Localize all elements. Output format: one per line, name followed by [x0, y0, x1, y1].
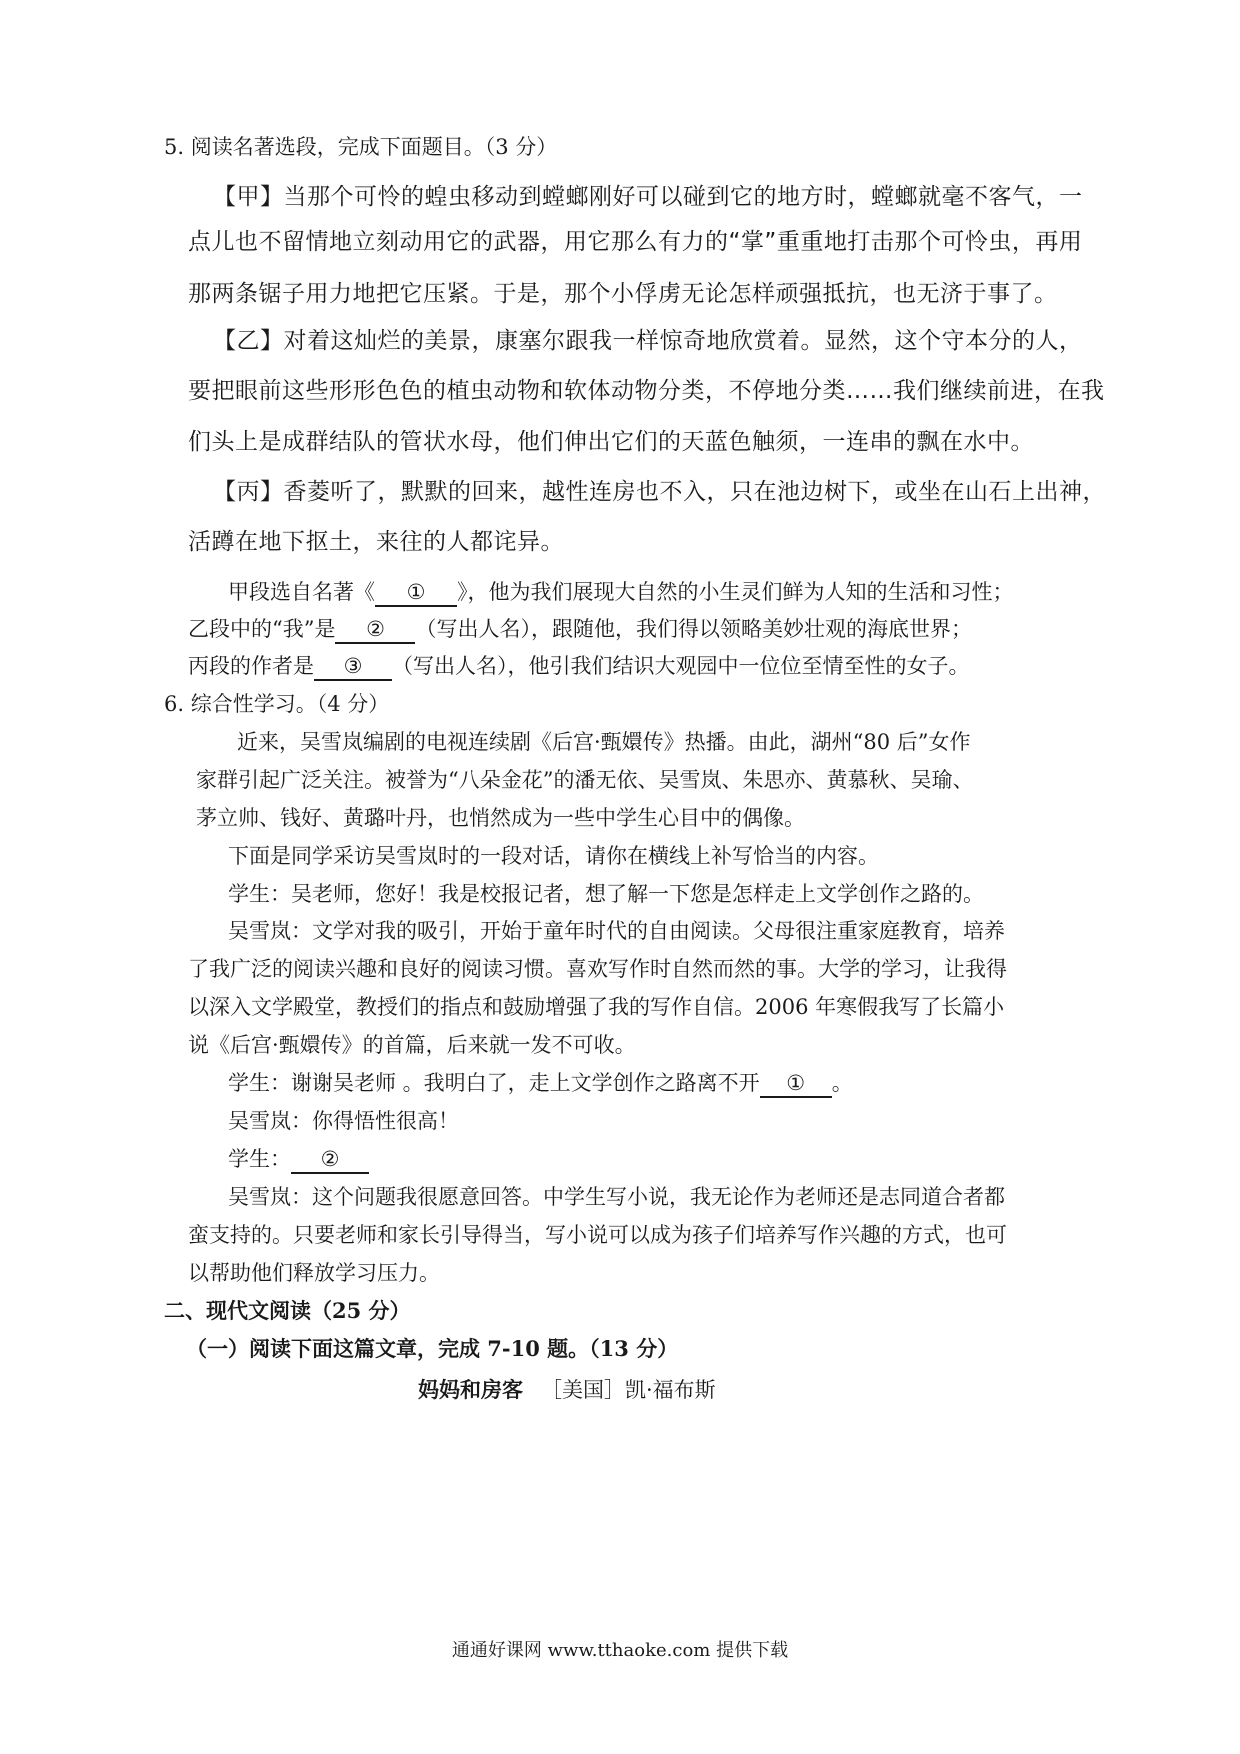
q5-yi-line-1: 【乙】对着这灿烂的美景，康塞尔跟我一样惊奇地欣赏着。显然，这个守本分的人， [213, 328, 1083, 354]
q5-jia-line-3: 那两条锯子用力地把它压紧。于是，那个小俘虏无论怎样顽强抵抗，也无济于事了。 [188, 281, 1058, 307]
q6-wu-answer-3-line-1: 吴雪岚：这个问题我很愿意回答。中学生写小说，我无论作为老师还是志同道合者都 [228, 1185, 1005, 1209]
q5-fill-line-3 [188, 651, 970, 681]
q5-yi-line-2: 要把眼前这些形形色色的植虫动物和软体动物分类，不停地分类……我们继续前进，在我 [188, 378, 1105, 404]
article-title: 妈妈和房客 [418, 1377, 523, 1402]
q6-student-line-2 [228, 1068, 853, 1098]
q6-instruction: 下面是同学采访吴雪岚时的一段对话，请你在横线上补写恰当的内容。 [228, 844, 879, 868]
q5-bing-line-2: 活蹲在地下抠土，来往的人都诧异。 [188, 529, 564, 555]
q6-student2-prefix: 学生：谢谢吴老师 。我明白了，走上文学创作之路离不开 [228, 1071, 760, 1095]
q5-answer-blank-1[interactable]: ① [375, 579, 457, 607]
page-footer: 通通好课网 www.tthaoke.com 提供下载 [451, 1640, 789, 1661]
q6-wu-answer-1-line-4: 说《后宫·甄嬛传》的首篇，后来就一发不可收。 [188, 1033, 636, 1057]
section2-title: 二、现代文阅读（25 分） [164, 1298, 411, 1323]
q5-fill1-suffix: 》，他为我们展现大自然的小生灵们鲜为人知的生活和习性； [457, 580, 1014, 604]
q5-fill2-suffix: （写出人名），跟随他，我们得以领略美妙壮观的海底世界； [415, 617, 972, 641]
q5-bing-line-1: 【丙】香菱听了，默默的回来，越性连房也不入，只在池边树下，或坐在山石上出神， [213, 479, 1106, 505]
q5-yi-line-3: 们头上是成群结队的管状水母，他们伸出它们的天蓝色触须，一连串的飘在水中。 [188, 429, 1034, 455]
q6-student-line-3 [228, 1144, 369, 1174]
article-author: ［美国］凯·福布斯 [541, 1378, 716, 1402]
q5-answer-blank-2[interactable]: ② [335, 616, 415, 644]
q6-wu-answer-2: 吴雪岚：你得悟性很高！ [228, 1109, 459, 1133]
q5-fill-line-1 [228, 577, 1014, 607]
q5-jia-line-1: 【甲】当那个可怜的蝗虫移动到螳螂刚好可以碰到它的地方时，螳螂就毫不客气，一 [213, 184, 1083, 210]
q6-intro-line-3: 茅立帅、钱好、黄璐叶丹，也悄然成为一些中学生心目中的偶像。 [196, 806, 805, 830]
q6-student2-suffix: 。 [831, 1071, 853, 1095]
q6-wu-answer-3-line-3: 以帮助他们释放学习压力。 [188, 1261, 440, 1285]
q6-student3-prefix: 学生： [228, 1147, 291, 1171]
q5-fill3-suffix: （写出人名），他引我们结识大观园中一位位至情至性的女子。 [392, 654, 970, 678]
q6-wu-answer-1-line-3: 以深入文学殿堂，教授们的指点和鼓励增强了我的写作自信。2006 年寒假我写了长篇小 [188, 995, 1005, 1019]
q5-fill1-prefix: 甲段选自名著《 [228, 580, 375, 604]
q5-fill2-prefix: 乙段中的“我”是 [188, 617, 336, 641]
q6-answer-blank-1[interactable]: ① [760, 1070, 832, 1098]
q6-wu-answer-1-line-1: 吴雪岚：文学对我的吸引，开始于童年时代的自由阅读。父母很注重家庭教育，培养 [228, 919, 1005, 943]
q5-fill-line-2 [188, 614, 972, 644]
q6-intro-line-1: 近来，吴雪岚编剧的电视连续剧《后宫·甄嬛传》热播。由此，湖州“80 后”女作 [237, 730, 971, 754]
q5-answer-blank-3[interactable]: ③ [314, 653, 392, 681]
q5-heading: 5. 阅读名著选段，完成下面题目。（3 分） [164, 135, 558, 159]
section2-subtitle: （一）阅读下面这篇文章，完成 7-10 题。（13 分） [186, 1336, 679, 1361]
q5-jia-line-2: 点儿也不留情地立刻动用它的武器，用它那么有力的“掌”重重地打击那个可怜虫，再用 [188, 229, 1083, 255]
q6-student-line-1: 学生：吴老师，您好！我是校报记者，想了解一下您是怎样走上文学创作之路的。 [228, 882, 984, 906]
q6-wu-answer-3-line-2: 蛮支持的。只要老师和家长引导得当，写小说可以成为孩子们培养写作兴趣的方式，也可 [188, 1223, 1007, 1247]
q6-answer-blank-2[interactable]: ② [291, 1146, 369, 1174]
article-heading [418, 1375, 716, 1405]
q6-heading: 6. 综合性学习。（4 分） [164, 692, 390, 716]
q5-fill3-prefix: 丙段的作者是 [188, 654, 314, 678]
q6-wu-answer-1-line-2: 了我广泛的阅读兴趣和良好的阅读习惯。喜欢写作时自然而然的事。大学的学习，让我得 [188, 957, 1007, 981]
q6-intro-line-2: 家群引起广泛关注。被誉为“八朵金花”的潘无依、吴雪岚、朱思亦、黄慕秋、吴瑜、 [196, 768, 974, 792]
